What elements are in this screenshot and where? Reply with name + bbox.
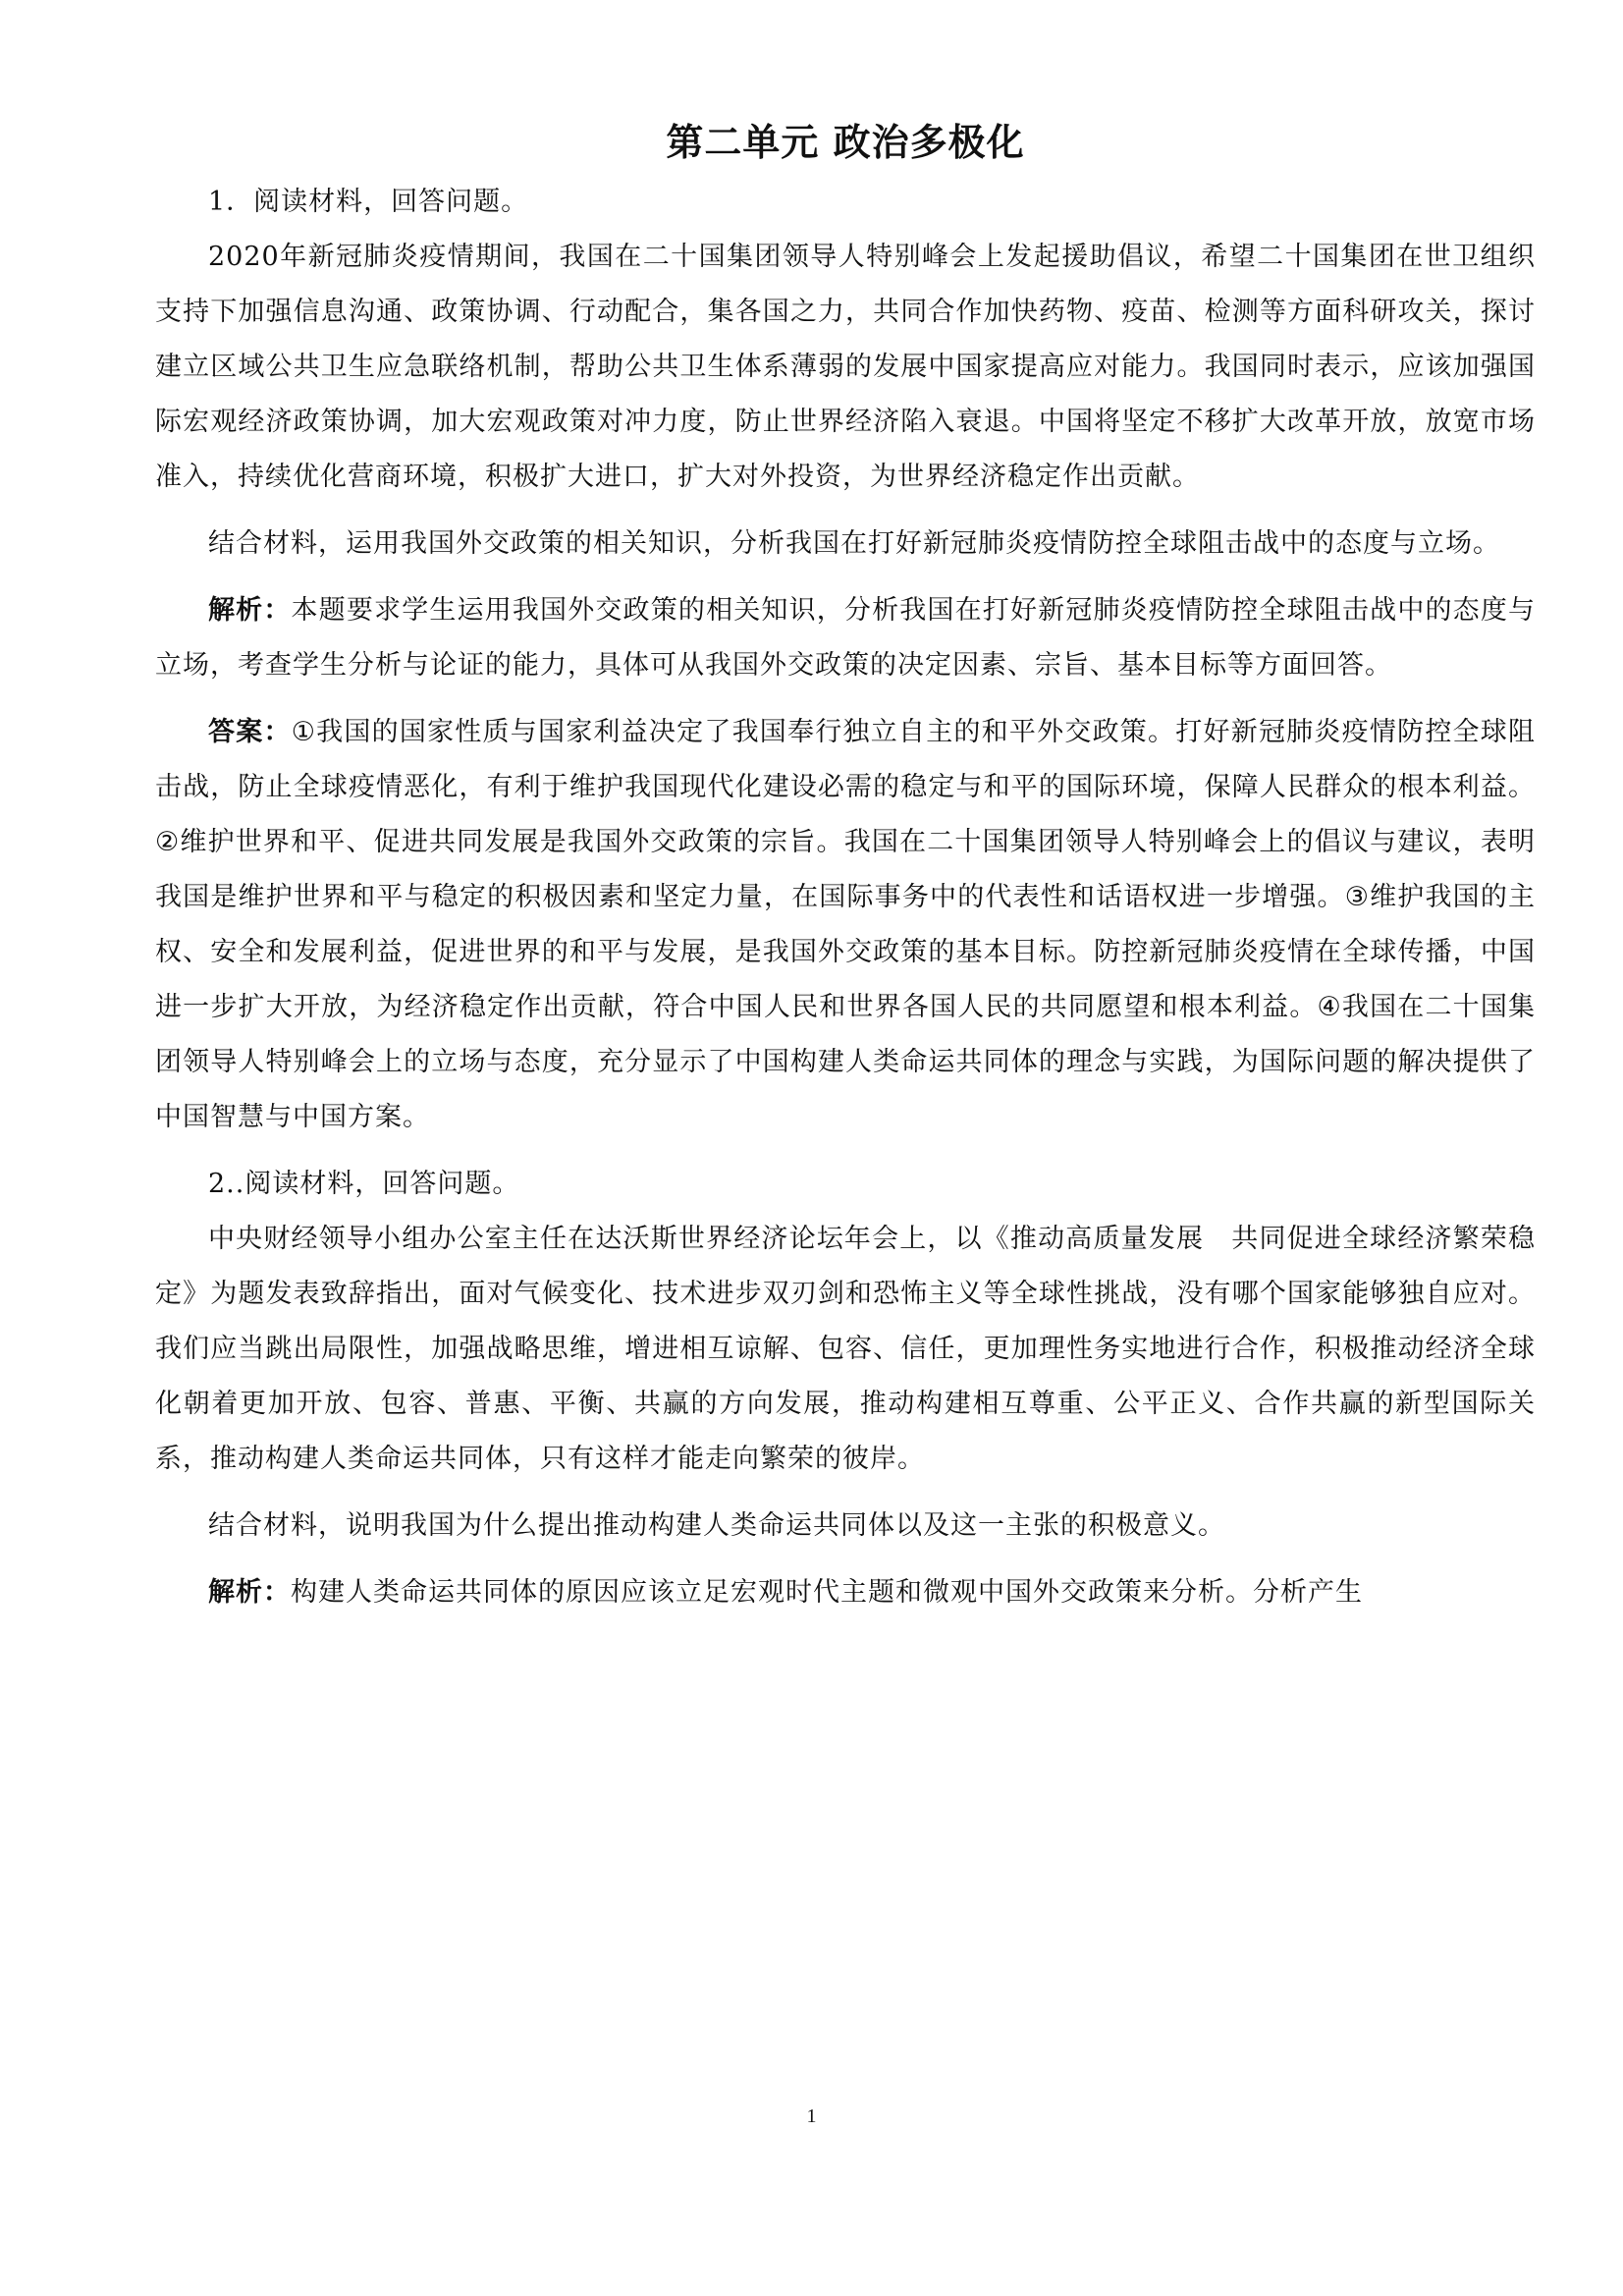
unit-title: 第二单元 政治多极化	[666, 121, 1025, 164]
question-2-prompt: 结合材料，说明我国为什么提出推动构建人类命运共同体以及这一主张的积极意义。	[208, 1510, 1225, 1541]
question-1-prompt: 结合材料，运用我国外交政策的相关知识，分析我国在打好新冠肺炎疫情防控全球阻击战中的态度与立场。	[208, 528, 1500, 559]
analysis-label: 解析：	[208, 1577, 291, 1608]
analysis-label: 解析：	[208, 595, 292, 626]
document-body	[155, 116, 1536, 1620]
answer-label: 答案：	[208, 717, 292, 747]
question-1-material: 2020年新冠肺炎疫情期间，我国在二十国集团领导人特别峰会上发起援助倡议，希望二十国集团在世卫组织支持下加强信息沟通、政策协调、行动配合，集各国之力，共同合作加快药物、疫苗、检测等方面科研攻关，探讨建立区域公共卫生应急联络机制，帮助公共卫生体系薄弱的发展中国家提高应对能力。我国同时表示，应该加强国际宏观经济政策协调，加大宏观政策对冲力度，防止世界经济陷入衰退。中国将坚定不移扩大改革开放，放宽市场准入，持续优化营商环境，积极扩大进口，扩大对外投资，为世界经济稳定作出贡献。	[155, 242, 1536, 492]
analysis-text: 本题要求学生运用我国外交政策的相关知识，分析我国在打好新冠肺炎疫情防控全球阻击战中的态度与立场，考查学生分析与论证的能力，具体可从我国外交政策的决定因素、宗旨、基本目标等方面回答。	[155, 595, 1537, 681]
question-2	[155, 1157, 1536, 1620]
question-1-analysis	[155, 583, 1536, 693]
question-1-number: 1．阅读材料，回答问题。	[208, 187, 529, 217]
question-1	[155, 175, 1536, 1145]
answer-text: ①我国的国家性质与国家利益决定了我国奉行独立自主的和平外交政策。打好新冠肺炎疫情防控全球阻击战，防止全球疫情恶化，有利于维护我国现代化建设必需的稳定与和平的国际环境，保障人民群众的根本利益。②维护世界和平、促进共同发展是我国外交政策的宗旨。我国在二十国集团领导人特别峰会上的倡议与建议，表明我国是维护世界和平与稳定的积极因素和坚定力量，在国际事务中的代表性和话语权进一步增强。③维护我国的主权、安全和发展利益，促进世界的和平与发展，是我国外交政策的基本目标。防控新冠肺炎疫情在全球传播，中国进一步扩大开放，为经济稳定作出贡献，符合中国人民和世界各国人民的共同愿望和根本利益。④我国在二十国集团领导人特别峰会上的立场与态度，充分显示了中国构建人类命运共同体的理念与实践，为国际问题的解决提供了中国智慧与中国方案。	[155, 717, 1537, 1132]
page-number: 1	[806, 2105, 817, 2127]
question-2-analysis	[155, 1565, 1536, 1620]
question-2-material: 中央财经领导小组办公室主任在达沃斯世界经济论坛年会上，以《推动高质量发展 共同促进全球经济繁荣稳定》为题发表致辞指出，面对气候变化、技术进步双刃剑和恐怖主义等全球性挑战，没有哪个国家能够独自应对。我们应当跳出局限性，加强战略思维，增进相互谅解、包容、信任，更加理性务实地进行合作，积极推动经济全球化朝着更加开放、包容、普惠、平衡、共赢的方向发展，推动构建相互尊重、公平正义、合作共赢的新型国际关系，推动构建人类命运共同体，只有这样才能走向繁荣的彼岸。	[155, 1224, 1536, 1474]
analysis-text: 构建人类命运共同体的原因应该立足宏观时代主题和微观中国外交政策来分析。分析产生	[291, 1577, 1363, 1608]
question-1-answer	[155, 705, 1536, 1145]
question-2-number: 2..阅读材料，回答问题。	[208, 1169, 520, 1199]
